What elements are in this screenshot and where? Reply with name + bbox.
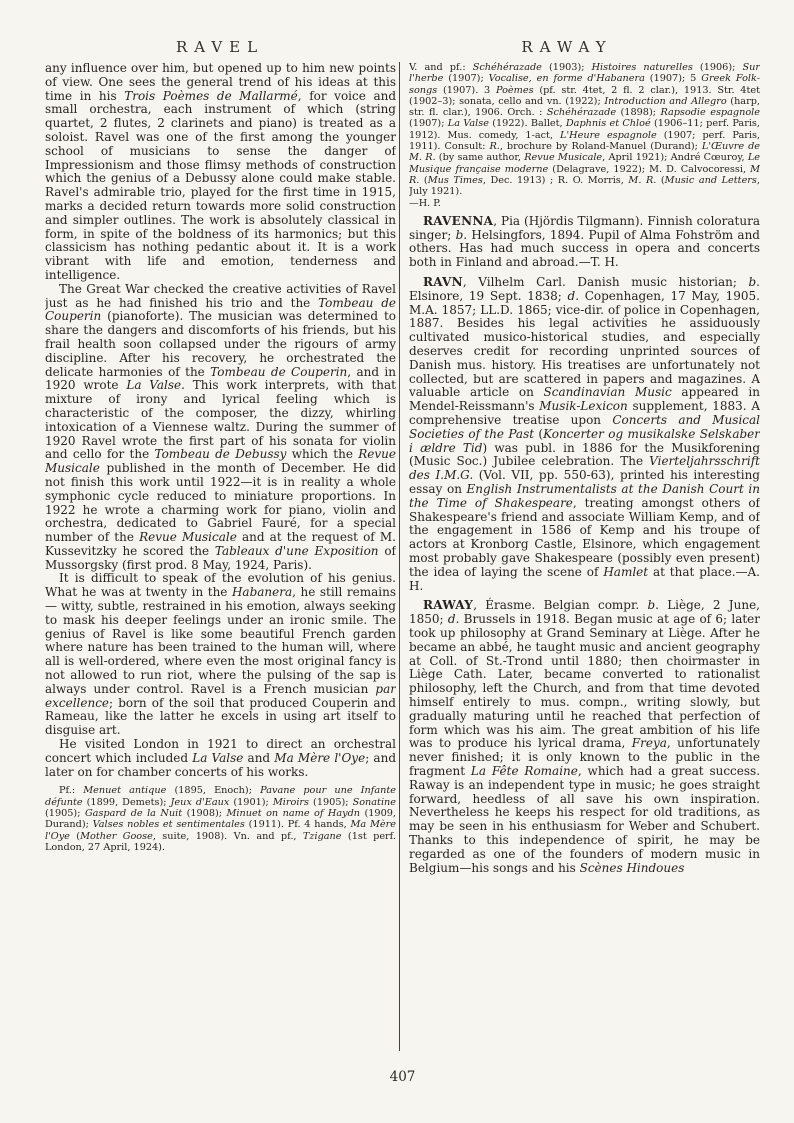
body-text: (1901); (229, 796, 273, 808)
body-text: Pf.: (59, 785, 84, 797)
page-number: 407 (389, 1069, 416, 1085)
text-columns (45, 62, 760, 1051)
column-divider-rule (399, 62, 400, 1051)
italic-title: La Valse (192, 750, 244, 765)
body-text: (1905); (309, 796, 353, 808)
body-text: . Helsingfors, 1894. Pupil of Alma Fohström and others. Has had much success in opera and concerts both in Finland and abroad.—T. H. (409, 227, 760, 270)
ravel-article-paragraph-3 (45, 572, 396, 738)
italic-title: Sur l'herbe (409, 62, 760, 85)
italic-title: Habanera (231, 585, 293, 600)
entry-raway (409, 599, 760, 875)
body-text: , Pia (Hjördis Tilgmann). Finnish coloratura singer; (409, 213, 760, 242)
body-text: , Dec. 1913) ; R. O. Morris, (482, 174, 629, 186)
body-text: ) was publ. in 1886 for the Musikforening (Music Soc.) Jubilee celebration. The (409, 440, 760, 469)
italic-title: Scandinavian Music (543, 385, 672, 400)
italic-title: Revue Musicale (524, 152, 603, 164)
body-text: ( (419, 174, 428, 186)
italic-title: Tombeau de Couperin (45, 295, 396, 324)
body-text: ( (534, 426, 544, 441)
italic-title: Minuet on name of Haydn (226, 808, 361, 820)
ravel-bibliography-continued (409, 62, 760, 209)
body-text: (1895, Enoch); (166, 785, 261, 797)
body-text: appeared in Mendel-Reissmann's (409, 385, 760, 414)
italic-title: Vierteljahrsschrift des I.M.G. (409, 454, 760, 483)
body-text: . Brussels in 1918. Began music at age of 6; later took up philosophy at Grand Seminary at Liège. After he became an abbé, he taught music and ancient geography at Coll. of St.-Trond until 1880; then choirmaster in Liège Cath. Later, became converted to rationalist philosophy, left the Church, and from that time devoted himself entirely to mus. compn., writing slowly, but gradually maturing until he reached that perfection of form which was his aim. The great ambition of his life was to produce his lyrical drama, (409, 612, 760, 751)
body-text: , and in 1920 wrote (45, 364, 396, 393)
body-text: (1907); (443, 73, 489, 85)
italic-title: Greek Folk-songs (409, 73, 760, 96)
body-text: any influence over him, but opened up to him new points of view. One sees the general trend of his ideas at this time in his (45, 62, 396, 103)
body-text: ; and later on for chamber concerts of his works. (45, 750, 396, 779)
ravel-article-paragraph-4 (45, 738, 396, 779)
italic-title: Schéhérazade (546, 107, 617, 119)
body-text: (1907); (409, 118, 448, 130)
italic-title: Schéhérazade (472, 62, 542, 73)
body-text: , which had a great success. Raway is an independent type in music; he goes straight forward, heedless of all save his own inspiration. Nevertheless he keeps his respect for old traditions, as may be seen in his enthusiasm for Weber and Schubert. Thanks to this independence of spirit, he may be regarded as one of the founders of modern music in Belgium—his songs and his (409, 763, 760, 875)
body-text: ; born of the soil that produced Couperin and Rameau, like the latter he excels in using art itself to disguise art. (45, 695, 396, 738)
body-text: (1907). 3 (437, 84, 496, 96)
entry-headword: RAVN (423, 275, 463, 290)
italic-title: Daphnis et Chloé (565, 118, 651, 130)
right-column (409, 62, 760, 1051)
entry-ravn (409, 276, 760, 593)
entry-headword: RAWAY (423, 598, 474, 613)
italic-title: La Valse (126, 378, 182, 393)
italic-title: Poèmes (495, 84, 534, 96)
running-head-left: RAVEL (175, 38, 265, 56)
body-text: (1906–11; perf. Paris, 1912). Mus. comedy, 1-act, (409, 118, 760, 141)
italic-title: Sonatine (352, 796, 396, 808)
italic-title: Introduction and Allegro (604, 95, 727, 107)
running-heads (0, 38, 794, 58)
body-text: It is difficult to speak of the evolution of his genius. What he was at twenty in the (45, 571, 396, 600)
body-text: . Elsinore, 19 Sept. 1838; (409, 275, 760, 303)
italic-title: Mus Times (427, 174, 483, 186)
italic-title: Tombeau de Debussy (154, 447, 287, 462)
body-text: which the (286, 447, 359, 462)
italic-title: Revue Musicale (139, 530, 237, 545)
body-text: , treating amongst others of Shakespeare's friend and associate William Kemp, and of the engagement in 1586 of Kemp and his troupe of actors at Kronborg Castle, Elsinore, which engagement most probably gave Shakespeare (possibly even present) the idea of laying the scene of (409, 495, 760, 579)
italic-title: Menuet antique (83, 785, 167, 797)
italic-title: Koncerter og musikalske Selskaber i ældre Tid (409, 426, 760, 455)
ravel-article-paragraph-1 (45, 62, 396, 283)
body-text: (Delagrave, 1922); M. D. Calvocoressi, (548, 163, 751, 175)
body-text: , he still remains — witty, subtle, restrained in his emotion, always seeking to mask his deeper feelings under an ironic smile. The genius of Ravel is like some beautiful French garden where nature has been trained to the human will, where all is well-ordered, where even the most original fancy is not allowed to run riot, where the pulsing of the sap is always under control. Ravel is a French musician (45, 585, 396, 696)
entry-ravenna (409, 215, 760, 270)
body-text: , Vilhelm Carl. Danish music historian; (462, 275, 749, 290)
italic-title: Revue Musicale (45, 447, 396, 476)
italic-title: L'Œuvre de M. R. (409, 141, 760, 164)
body-text: (1905); (45, 808, 85, 820)
italic-title: Scènes Hindoues (579, 860, 685, 875)
italic-title: b (455, 227, 464, 242)
body-text: at that place.—A. H. (409, 564, 760, 593)
italic-title: Jeux d'Eaux (170, 796, 230, 808)
italic-title: L'Heure espagnole (560, 129, 657, 141)
left-column (45, 62, 396, 1051)
body-text: supplement, 1883. A comprehensive treatise upon (409, 399, 760, 428)
body-text: (Vol. VII, pp. 550-63), printed his interesting essay on (409, 468, 760, 496)
italic-title: Pavane pour une Infante défunte (45, 785, 396, 808)
body-text: , for voice and small orchestra, each instrument of which (string quartet, 2 flutes, 2 clarinets and piano) is treated as a soloist. Ravel was one of the first among the younger school of musicians to sense the danger of Impressionism and those flimsy methods of construction which the genius of a Debussy alone could make stable. Ravel's admirable trio, played for the first time in 1915, marks a decided return towards more solid construction and simpler outlines. The work is absolutely classical in form, in spite of the boldness of its harmonics; but this classicism has nothing pedantic about it. It is a work vibrant with life and emotion, tenderness and intelligence. (45, 88, 396, 282)
body-text: (1899, Demets); (82, 796, 171, 808)
italic-title: Trois Poèmes de Mallarmé (124, 88, 298, 103)
body-text: , unfortunately never finished; it is only known to the public in the fragment (409, 736, 760, 778)
italic-title: d (567, 288, 576, 303)
italic-title: Tzigane (302, 830, 342, 842)
italic-title: d (447, 612, 456, 627)
italic-title: Freya (631, 736, 667, 751)
body-text: (1906); (692, 62, 743, 73)
italic-title: Ma Mère l'Oye (274, 750, 366, 765)
italic-title: La Valse (447, 118, 489, 130)
running-head-right: RAWAY (521, 38, 613, 56)
italic-title: Rapsodie espagnole (660, 107, 760, 119)
italic-title: b (748, 275, 757, 290)
italic-title: Valses nobles et sentimentales (92, 819, 245, 831)
italic-title: Le Musique française moderne (409, 152, 760, 175)
body-text: (pf. str. 4tet, 2 fl. 2 clar.), 1913. Str. 4tet (1902–3); sonata, cello and vn. (1922); (409, 84, 760, 107)
body-text: . Copenhagen, 17 May, 1905. M.A. 1857; LL.D. 1865; vice-dir. of police in Copenhagen, 1887. Besides his legal activities he assiduously cultivated musico-historical studies, and especially deserves credit for recording unprinted sources of Danish mus. history. His treatises are unfortunately not collected, but are scattered in papers and magazines. A valuable article on (409, 288, 760, 400)
body-text: The Great War checked the creative activities of Ravel just as he had finished his trio and the (45, 281, 396, 310)
italic-title: Concerts and Musical Societies of the Past (409, 413, 760, 441)
body-text: , brochure by Roland-Manuel (Durand); (499, 141, 702, 153)
body-text: published in the month of December. He did not finish this work until 1922—it is in reality a whole symphonic cycle reduced to miniature proportions. In 1922 he wrote a charming work for piano, violin and orchestra, dedicated to Gabriel Fauré, for a special number of the (45, 461, 396, 545)
body-text: . This work interprets, with that mixture of irony and lyrical feeling which is characteristic of the composer, the dizzy, whirling intoxication of a Viennese waltz. During the summer of 1920 Ravel wrote the first part of his sonata for violin and cello for the (45, 378, 396, 462)
body-text: (1903); (541, 62, 592, 73)
italic-title: Miroirs (272, 796, 310, 808)
body-text: He visited London in 1921 to direct an orchestral concert which included (45, 737, 396, 765)
italic-title: Ma Mère l'Oye (45, 819, 396, 842)
body-text: (1922). Ballet, (488, 118, 566, 130)
italic-title: Mother Goose (80, 830, 153, 842)
italic-title: La Fête Romaine (470, 763, 578, 778)
ravel-works-list (45, 785, 396, 853)
ravel-article-paragraph-2 (45, 283, 396, 573)
entry-headword: RAVENNA (423, 213, 494, 228)
italic-title: Musik-Lexicon (539, 399, 628, 414)
italic-title: M. R. (628, 174, 657, 186)
body-text: . Liège, 2 June, 1850; (409, 598, 760, 627)
body-text: (1909, Durand); (45, 808, 396, 831)
italic-title: Gaspard de la Nuit (84, 808, 183, 820)
body-text: , suite, 1908). Vn. and pf., (152, 830, 303, 842)
body-text: , Érasme. Belgian compr. (473, 598, 648, 613)
body-text: , April 1921); André Cœuroy, (602, 152, 748, 164)
italic-title: b (647, 598, 656, 613)
body-text: (pianoforte). The musician was determined to share the dangers and discomforts of his friends, but his frail health soon collapsed under the rigours of army discipline. After his recovery, he orchestrated the delicate harmonies of the (45, 309, 396, 379)
body-text: ( (656, 174, 665, 186)
body-text: V. and pf.: (409, 62, 473, 73)
italic-title: R. (489, 141, 500, 153)
body-text: (1908); (182, 808, 227, 820)
body-text: and (243, 750, 275, 765)
italic-title: Vocalise, en forme d'Habanera (488, 73, 645, 85)
body-text: ( (69, 830, 81, 842)
italic-title: Tableaux d'une Exposition (214, 543, 379, 558)
body-text: (by same author, (435, 152, 525, 164)
body-text: (1898); (616, 107, 661, 119)
italic-title: Music and Letters (664, 174, 757, 186)
italic-title: English Instrumentalists at the Danish Court in the Time of Shakespeare (409, 482, 760, 510)
italic-title: M R. (409, 163, 760, 186)
body-text: (1st perf. London, 27 April, 1924). (45, 830, 396, 853)
body-text: —H. P. (409, 197, 441, 209)
italic-title: Histoires naturelles (591, 62, 693, 73)
body-text: , July 1921). (409, 174, 760, 198)
body-text: (harp, str. fl. clar.), 1906. Orch. : (409, 95, 760, 119)
body-text: of Mussorgsky (first prod. 8 May, 1924, Paris). (45, 543, 396, 572)
body-text: and at the request of M. Kussevitzky he scored the (45, 530, 396, 558)
body-text: (1911). Pf. 4 hands, (244, 819, 351, 831)
body-text: (1907; perf. Paris, 1911). Consult: (409, 129, 760, 153)
italic-title: Tombeau de Couperin (210, 364, 348, 379)
italic-title: Hamlet (603, 564, 649, 579)
body-text: (1907); 5 (644, 73, 702, 85)
italic-title: par excellence (45, 681, 396, 710)
